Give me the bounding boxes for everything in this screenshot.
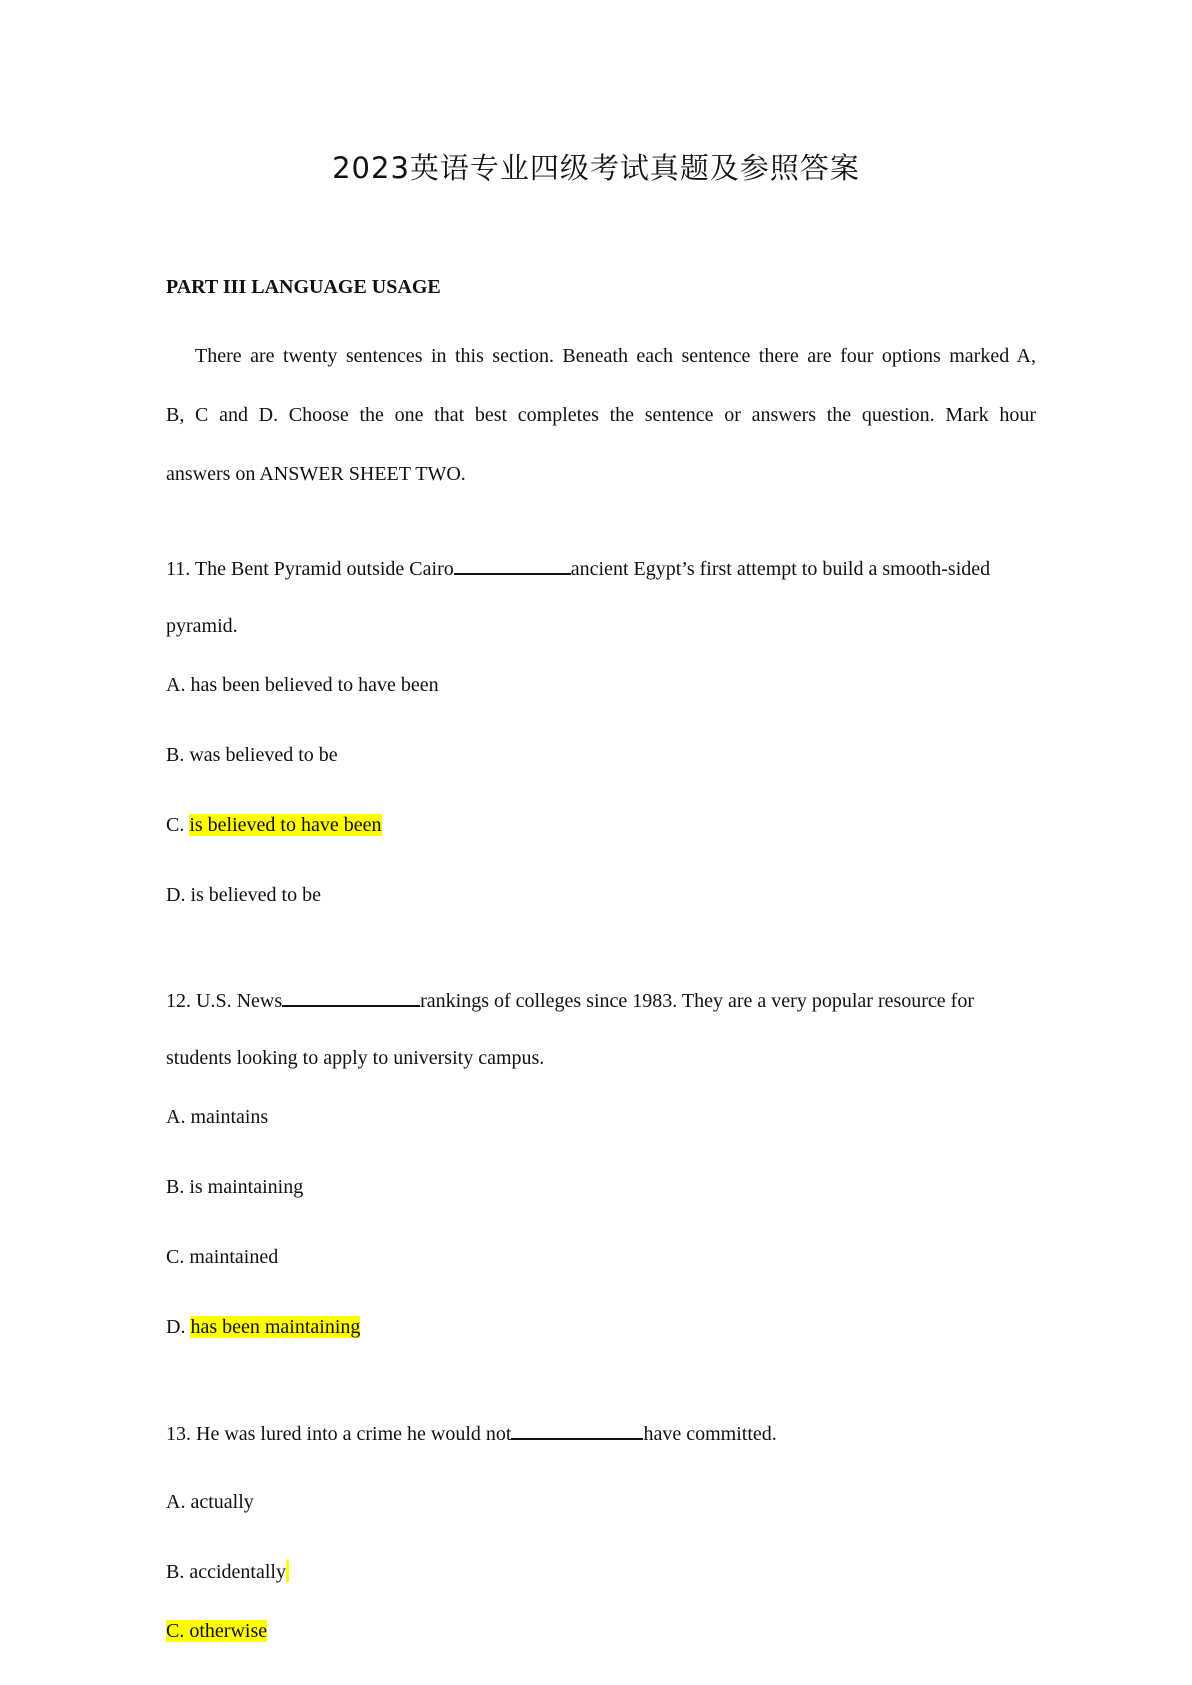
question-11-stem [166, 555, 990, 581]
option-text: is believed to be [190, 884, 321, 906]
instructions-line-2: B, C and D. Choose the one that best completes the sentence or answers the question. Mark hour [166, 404, 1036, 426]
question-12-stem-before: 12. U.S. News [166, 990, 283, 1012]
option-letter: A. [166, 1106, 186, 1128]
option-letter: D. [166, 1316, 186, 1338]
question-13-stem [166, 1420, 777, 1446]
instructions-line-3: answers on ANSWER SHEET TWO. [166, 463, 466, 485]
question-12-option-d [166, 1315, 360, 1339]
answer-blank [511, 1420, 643, 1440]
option-text: maintains [190, 1106, 269, 1128]
question-12-stem-after: rankings of colleges since 1983. They are a very popular resource for [420, 990, 974, 1012]
question-13-stem-before: 13. He was lured into a crime he would not [166, 1423, 512, 1445]
highlighted-answer: has been maintaining [190, 1316, 361, 1338]
highlight-mark [286, 1560, 289, 1582]
option-letter: C. [166, 1246, 185, 1268]
question-11-option-b [166, 743, 338, 767]
option-text: otherwise [189, 1620, 268, 1642]
highlighted-answer: is believed to have been [189, 814, 382, 836]
option-letter: D. [166, 884, 186, 906]
highlighted-answer [166, 1620, 267, 1642]
question-13-option-a [166, 1490, 254, 1514]
answer-blank [282, 987, 420, 1007]
option-text: maintained [189, 1246, 279, 1268]
question-11-option-c [166, 813, 382, 837]
question-11-stem-before: 11. The Bent Pyramid outside Cairo [166, 558, 454, 580]
option-letter: B. [166, 1176, 185, 1198]
question-12-option-a [166, 1105, 268, 1129]
option-text: has been believed to have been [190, 674, 439, 696]
question-12-option-c [166, 1245, 278, 1269]
option-text: accidentally [189, 1561, 286, 1583]
question-13-option-b [166, 1560, 289, 1584]
question-12-stem [166, 987, 974, 1013]
question-11-stem-after: ancient Egypt’s first attempt to build a smooth-sided [570, 558, 991, 580]
option-letter: C. [166, 814, 185, 836]
option-text: actually [190, 1491, 254, 1513]
option-letter: A. [166, 674, 186, 696]
question-12-stem-continued: students looking to apply to university campus. [166, 1047, 545, 1069]
option-letter: B. [166, 1561, 185, 1583]
answer-blank [454, 555, 571, 575]
option-letter: A. [166, 1491, 186, 1513]
question-13-stem-after: have committed. [643, 1423, 777, 1445]
instructions-line-1: There are twenty sentences in this section. Beneath each sentence there are four options marked A, [195, 345, 1036, 367]
question-11-option-a [166, 673, 439, 697]
option-text: was believed to be [189, 744, 338, 766]
option-text: is maintaining [189, 1176, 304, 1198]
section-heading: PART III LANGUAGE USAGE [166, 276, 441, 298]
option-letter: C. [166, 1620, 185, 1642]
question-11-stem-continued: pyramid. [166, 615, 238, 637]
question-12-option-b [166, 1175, 303, 1199]
question-13-option-c [166, 1619, 267, 1643]
option-letter: B. [166, 744, 185, 766]
question-11-option-d [166, 883, 321, 907]
document-title: 2023英语专业四级考试真题及参照答案 [332, 151, 860, 185]
